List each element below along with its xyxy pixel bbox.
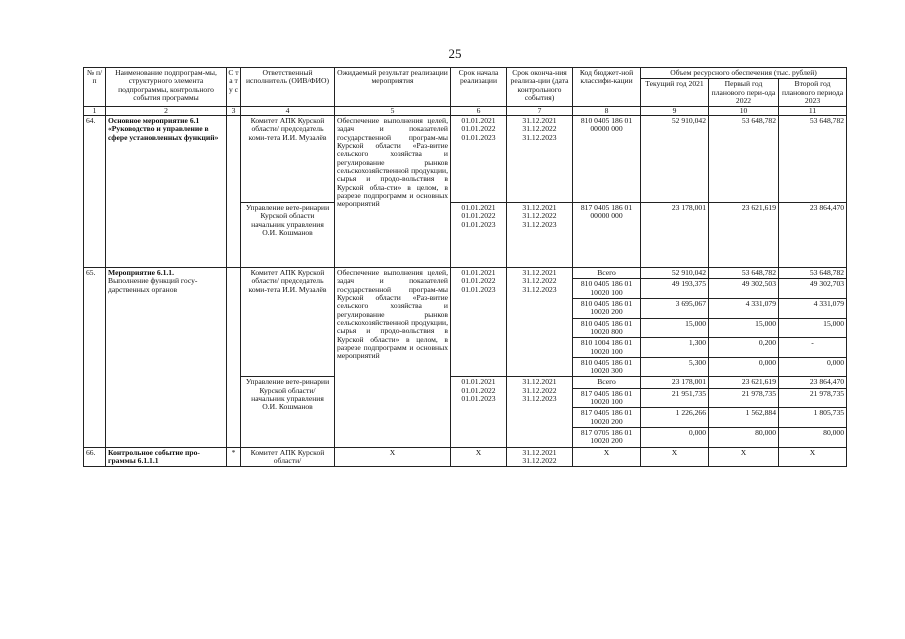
col-number: 5: [335, 107, 451, 116]
executor-cell: Комитет АПК Курской области/ председатель коми-тета И.И. Музалёв: [241, 268, 335, 377]
value-2021: 23 178,001: [641, 203, 709, 268]
kbk-cell: 810 0405 186 01 10020 800: [573, 318, 641, 338]
row-number: 64.: [84, 116, 106, 268]
value-2023: 0,000: [779, 357, 847, 377]
header-start: Срок начала реализации: [451, 68, 507, 107]
end-dates: 31.12.2021 31.12.2022 31.12.2023: [507, 377, 573, 447]
value-2023: 15,000: [779, 318, 847, 338]
row-number: 65.: [84, 268, 106, 447]
value-2022: 21 978,735: [709, 388, 779, 408]
column-number-row: [84, 107, 847, 116]
value-2022: 23 621,619: [709, 377, 779, 388]
status-cell: [227, 268, 241, 447]
col-number: 7: [507, 107, 573, 116]
kbk-cell: 810 0405 186 01 10020 300: [573, 357, 641, 377]
executor-cell: Управление вете-ринарии Курской области начальник управления О.И. Кошманов: [241, 203, 335, 268]
value-2023: 23 864,470: [779, 377, 847, 388]
value-2023: 53 648,782: [779, 116, 847, 203]
col-number: 2: [106, 107, 227, 116]
header-resource: Объем ресурсного обеспечения (тыс. рублей): [641, 68, 847, 79]
value-2021: 21 951,735: [641, 388, 709, 408]
kbk-cell: Всего: [573, 268, 641, 279]
value-2022: 4 331,079: [709, 299, 779, 319]
value-2023: 53 648,782: [779, 268, 847, 279]
table-row-65: [84, 268, 847, 279]
header-year-current: Текущий год 2021: [641, 79, 709, 107]
value-2022: 15,000: [709, 318, 779, 338]
value-2022: X: [709, 447, 779, 467]
value-2021: X: [641, 447, 709, 467]
measure-name-bold: Мероприятие 6.1.1.: [108, 268, 175, 278]
header-status: С т а т у с: [227, 68, 241, 107]
col-number: 6: [451, 107, 507, 116]
status-cell: [227, 116, 241, 268]
executor-cell: Комитет АПК Курской области/: [241, 447, 335, 467]
kbk-cell: 817 0405 186 01 00000 000: [573, 203, 641, 268]
col-number: 11: [779, 107, 847, 116]
measure-name: Контрольное событие про-граммы 6.1.1.1: [106, 447, 227, 467]
value-2022: 53 648,782: [709, 116, 779, 203]
start-dates: 01.01.2021 01.01.2022 01.01.2023: [451, 116, 507, 203]
value-2023: X: [779, 447, 847, 467]
header-row: [84, 68, 847, 79]
value-2022: 0,000: [709, 357, 779, 377]
header-executor: Ответственный исполнитель (ОИВ/ФИО): [241, 68, 335, 107]
kbk-cell: Всего: [573, 377, 641, 388]
col-number: 9: [641, 107, 709, 116]
end-dates: 31.12.2021 31.12.2022: [507, 447, 573, 467]
table-row-66: [84, 447, 847, 467]
value-2021: 49 193,375: [641, 279, 709, 299]
header-year-plan1: Первый год планового пери-ода 2022: [709, 79, 779, 107]
end-dates: 31.12.2021 31.12.2022 31.12.2023: [507, 268, 573, 377]
value-2021: 23 178,001: [641, 377, 709, 388]
value-2021: 0,000: [641, 427, 709, 447]
col-number: 1: [84, 107, 106, 116]
table-row-64a: [84, 116, 847, 203]
value-2022: 1 562,884: [709, 408, 779, 428]
start-dates: 01.01.2021 01.01.2022 01.01.2023: [451, 377, 507, 447]
header-year-plan2: Второй год планового периода 2023: [779, 79, 847, 107]
value-2021: 52 910,042: [641, 268, 709, 279]
start-dates: 01.01.2021 01.01.2022 01.01.2023: [451, 203, 507, 268]
measure-name: Основное мероприятие 6.1 «Руководство и управление в сфере установленных функций»: [106, 116, 227, 268]
col-number: 3: [227, 107, 241, 116]
kbk-cell: 817 0405 186 01 10020 200: [573, 408, 641, 428]
value-2022: 80,000: [709, 427, 779, 447]
executor-cell: Управление вете-ринарии Курской области/ начальник управления О.И. Кошманов: [241, 377, 335, 447]
value-2023: 80,000: [779, 427, 847, 447]
header-result: Ожидаемый результат реализации мероприятия: [335, 68, 451, 107]
status-cell: *: [227, 447, 241, 467]
value-2021: 1,300: [641, 338, 709, 358]
value-2022: 0,200: [709, 338, 779, 358]
value-2021: 15,000: [641, 318, 709, 338]
value-2023: 23 864,470: [779, 203, 847, 268]
start-dates: X: [451, 447, 507, 467]
value-2021: 5,300: [641, 357, 709, 377]
value-2021: 3 695,067: [641, 299, 709, 319]
col-number: 4: [241, 107, 335, 116]
kbk-cell: 817 0405 186 01 10020 100: [573, 388, 641, 408]
value-2023: 4 331,079: [779, 299, 847, 319]
header-kbk: Код бюджет-ной классифи-кации: [573, 68, 641, 107]
value-2021: 52 910,042: [641, 116, 709, 203]
result-cell: Обеспечение выполнения целей, задач и показателей государственной програм-мы Курской области «Раз-витие сельского хозяйства и регулирование рынков сельскохозяйственной продукции, сырья и продо-вольствия в Курской обла-сти» в целом, в разрезе подпрограмм и основных мероприятий: [335, 116, 451, 268]
value-2023: 1 805,735: [779, 408, 847, 428]
page-number: 25: [448, 46, 462, 61]
row-number: 66.: [84, 447, 106, 467]
kbk-cell: 810 1004 186 01 10020 100: [573, 338, 641, 358]
result-cell: X: [335, 447, 451, 467]
executor-cell: Комитет АПК Курской области/ председатель коми-тета И.И. Музалёв: [241, 116, 335, 203]
col-number: 10: [709, 107, 779, 116]
value-2022: 49 302,503: [709, 279, 779, 299]
end-dates: 31.12.2021 31.12.2022 31.12.2023: [507, 203, 573, 268]
start-dates: 01.01.2021 01.01.2022 01.01.2023: [451, 268, 507, 377]
header-name: Наименование подпрограм-мы, структурного элемента подпрограммы, контрольного события программы: [106, 68, 227, 107]
program-table: [83, 67, 847, 467]
measure-name: [106, 268, 227, 447]
value-2023: -: [779, 338, 847, 358]
kbk-cell: 817 0705 186 01 10020 200: [573, 427, 641, 447]
value-2023: 21 978,735: [779, 388, 847, 408]
kbk-cell: 810 0405 186 01 00000 000: [573, 116, 641, 203]
kbk-cell: 810 0405 186 01 10020 200: [573, 299, 641, 319]
value-2022: 23 621,619: [709, 203, 779, 268]
header-end: Срок оконча-ния реализа-ции (дата контрольного события): [507, 68, 573, 107]
result-cell: Обеспечение выполнения целей, задач и показателей государственной програм-мы Курской области «Раз-витие сельского хозяйства и регулирование рынков сельскохозяйственной продукции, сырья и продо-вольствия в Курской области» в целом, в разрезе подпрограмм и основных мероприятий: [335, 268, 451, 447]
value-2021: 1 226,266: [641, 408, 709, 428]
measure-name-text: Выполнение функций госу-дарственных органов: [108, 276, 198, 294]
value-2023: 49 302,703: [779, 279, 847, 299]
value-2022: 53 648,782: [709, 268, 779, 279]
header-num: № п/п: [84, 68, 106, 107]
end-dates: 31.12.2021 31.12.2022 31.12.2023: [507, 116, 573, 203]
kbk-cell: X: [573, 447, 641, 467]
kbk-cell: 810 0405 186 01 10020 100: [573, 279, 641, 299]
col-number: 8: [573, 107, 641, 116]
